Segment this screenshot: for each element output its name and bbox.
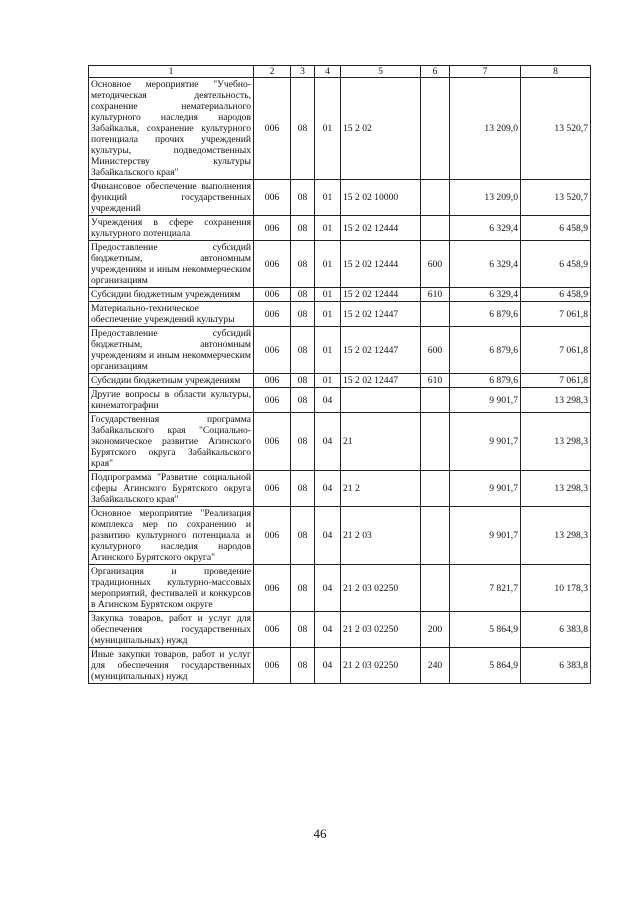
subsection-cell: 04	[315, 648, 341, 684]
item-name-cell: Предоставление субсидий бюджетным, автономным учреждениям и иным некоммерческим организациям	[89, 241, 254, 288]
subsection-cell: 01	[315, 78, 341, 180]
section-cell: 08	[291, 388, 315, 413]
amount-year1-cell: 6 329,4	[450, 241, 521, 288]
subsection-cell: 04	[315, 507, 341, 565]
section-cell: 08	[291, 216, 315, 241]
item-name-cell: Основное мероприятие "Реализация комплекса мер по сохранению и развитию культурного потенциала и культурного наследия народов Агинского Бурятского округа"	[89, 507, 254, 565]
expense-type-cell	[421, 565, 450, 612]
amount-year1-cell: 5 864,9	[450, 612, 521, 648]
target-article-cell: 15 2 02 12447	[341, 302, 421, 327]
subsection-cell: 04	[315, 413, 341, 471]
table-row	[89, 471, 591, 507]
target-article-cell: 21 2 03 02250	[341, 565, 421, 612]
target-article-cell	[341, 388, 421, 413]
expense-type-cell: 200	[421, 612, 450, 648]
amount-year1-cell: 13 209,0	[450, 78, 521, 180]
item-name-cell: Подпрограмма "Развитие социальной сферы Агинского Бурятского округа Забайкальского края"	[89, 471, 254, 507]
admin-code-cell: 006	[254, 302, 291, 327]
subsection-cell: 01	[315, 374, 341, 388]
item-name-cell: Государственная программа Забайкальского края "Социально-экономическое развитие Агинского Бурятского округа Забайкальского края"	[89, 413, 254, 471]
admin-code-cell: 006	[254, 216, 291, 241]
expense-type-cell	[421, 507, 450, 565]
amount-year1-cell: 7 821,7	[450, 565, 521, 612]
table-row	[89, 565, 591, 612]
amount-year2-cell: 13 298,3	[521, 471, 591, 507]
table-row	[89, 612, 591, 648]
amount-year2-cell: 7 061,8	[521, 374, 591, 388]
section-cell: 08	[291, 288, 315, 302]
column-header: 4	[315, 66, 341, 78]
admin-code-cell: 006	[254, 288, 291, 302]
expense-type-cell: 600	[421, 327, 450, 374]
section-cell: 08	[291, 471, 315, 507]
expense-type-cell	[421, 78, 450, 180]
column-header: 2	[254, 66, 291, 78]
amount-year2-cell: 13 520,7	[521, 78, 591, 180]
table-row	[89, 507, 591, 565]
subsection-cell: 01	[315, 288, 341, 302]
section-cell: 08	[291, 374, 315, 388]
item-name-cell: Субсидии бюджетным учреждениям	[89, 288, 254, 302]
target-article-cell: 21 2	[341, 471, 421, 507]
amount-year2-cell: 6 458,9	[521, 288, 591, 302]
admin-code-cell: 006	[254, 507, 291, 565]
section-cell: 08	[291, 78, 315, 180]
item-name-cell: Основное мероприятие "Учебно-методическая деятельность, сохранение нематериального культурного наследия народов Забайкалья, сохранение культурного потенциала прочих учреждений культуры, подведомственных Министерству культуры Забайкальского края"	[89, 78, 254, 180]
table-row	[89, 216, 591, 241]
item-name-cell: Организация и проведение традиционных культурно-массовых мероприятий, фестивалей и конкурсов в Агинском Бурятском округе	[89, 565, 254, 612]
column-header: 1	[89, 66, 254, 78]
target-article-cell: 15 2 02 12447	[341, 327, 421, 374]
amount-year2-cell: 6 383,8	[521, 648, 591, 684]
expense-type-cell	[421, 216, 450, 241]
amount-year1-cell: 9 901,7	[450, 471, 521, 507]
subsection-cell: 01	[315, 216, 341, 241]
section-cell: 08	[291, 507, 315, 565]
admin-code-cell: 006	[254, 388, 291, 413]
budget-table	[88, 65, 591, 684]
table-row	[89, 78, 591, 180]
admin-code-cell: 006	[254, 78, 291, 180]
admin-code-cell: 006	[254, 612, 291, 648]
subsection-cell: 01	[315, 241, 341, 288]
section-cell: 08	[291, 327, 315, 374]
amount-year2-cell: 10 178,3	[521, 565, 591, 612]
amount-year1-cell: 6 329,4	[450, 216, 521, 241]
item-name-cell: Закупка товаров, работ и услуг для обеспечения государственных (муниципальных) нужд	[89, 612, 254, 648]
target-article-cell: 21 2 03	[341, 507, 421, 565]
expense-type-cell: 610	[421, 374, 450, 388]
target-article-cell: 15 2 02 12444	[341, 241, 421, 288]
subsection-cell: 01	[315, 180, 341, 216]
expense-type-cell: 240	[421, 648, 450, 684]
amount-year2-cell: 6 383,8	[521, 612, 591, 648]
target-article-cell: 15 2 02	[341, 78, 421, 180]
item-name-cell: Финансовое обеспечение выполнения функций государственных учреждений	[89, 180, 254, 216]
subsection-cell: 04	[315, 471, 341, 507]
table-row	[89, 388, 591, 413]
subsection-cell: 04	[315, 565, 341, 612]
target-article-cell: 15 2 02 12444	[341, 288, 421, 302]
item-name-cell: Другие вопросы в области культуры, кинематографии	[89, 388, 254, 413]
amount-year2-cell: 7 061,8	[521, 327, 591, 374]
item-name-cell: Предоставление субсидий бюджетным, автономным учреждениям и иным некоммерческим организациям	[89, 327, 254, 374]
amount-year1-cell: 6 329,4	[450, 288, 521, 302]
amount-year2-cell: 13 298,3	[521, 413, 591, 471]
item-name-cell: Учреждения в сфере сохранения культурного потенциала	[89, 216, 254, 241]
amount-year2-cell: 6 458,9	[521, 241, 591, 288]
subsection-cell: 01	[315, 327, 341, 374]
target-article-cell: 21	[341, 413, 421, 471]
expense-type-cell: 610	[421, 288, 450, 302]
table-row	[89, 327, 591, 374]
expense-type-cell	[421, 302, 450, 327]
amount-year1-cell: 9 901,7	[450, 413, 521, 471]
amount-year1-cell: 6 879,6	[450, 302, 521, 327]
expense-type-cell	[421, 388, 450, 413]
subsection-cell: 04	[315, 388, 341, 413]
target-article-cell: 15 2 02 10000	[341, 180, 421, 216]
item-name-cell: Субсидии бюджетным учреждениям	[89, 374, 254, 388]
expense-type-cell	[421, 180, 450, 216]
admin-code-cell: 006	[254, 565, 291, 612]
target-article-cell: 21 2 03 02250	[341, 648, 421, 684]
section-cell: 08	[291, 612, 315, 648]
amount-year2-cell: 13 298,3	[521, 507, 591, 565]
admin-code-cell: 006	[254, 471, 291, 507]
admin-code-cell: 006	[254, 327, 291, 374]
section-cell: 08	[291, 241, 315, 288]
table-row	[89, 302, 591, 327]
amount-year1-cell: 9 901,7	[450, 388, 521, 413]
target-article-cell: 21 2 03 02250	[341, 612, 421, 648]
amount-year1-cell: 6 879,6	[450, 327, 521, 374]
section-cell: 08	[291, 413, 315, 471]
table-row	[89, 413, 591, 471]
section-cell: 08	[291, 180, 315, 216]
admin-code-cell: 006	[254, 180, 291, 216]
section-cell: 08	[291, 302, 315, 327]
amount-year1-cell: 5 864,9	[450, 648, 521, 684]
item-name-cell: Материально-техническое обеспечение учреждений культуры	[89, 302, 254, 327]
page-number: 46	[313, 826, 327, 841]
table-row	[89, 374, 591, 388]
column-header: 6	[421, 66, 450, 78]
admin-code-cell: 006	[254, 648, 291, 684]
amount-year2-cell: 6 458,9	[521, 216, 591, 241]
table-row	[89, 180, 591, 216]
section-cell: 08	[291, 565, 315, 612]
column-header: 5	[341, 66, 421, 78]
column-header: 3	[291, 66, 315, 78]
column-header: 7	[450, 66, 521, 78]
amount-year2-cell: 13 520,7	[521, 180, 591, 216]
expense-type-cell: 600	[421, 241, 450, 288]
amount-year1-cell: 9 901,7	[450, 507, 521, 565]
target-article-cell: 15 2 02 12447	[341, 374, 421, 388]
table-row	[89, 288, 591, 302]
header-row	[89, 66, 591, 78]
target-article-cell: 15 2 02 12444	[341, 216, 421, 241]
admin-code-cell: 006	[254, 241, 291, 288]
item-name-cell: Иные закупки товаров, работ и услуг для обеспечения государственных (муниципальных) нужд	[89, 648, 254, 684]
amount-year1-cell: 13 209,0	[450, 180, 521, 216]
admin-code-cell: 006	[254, 413, 291, 471]
expense-type-cell	[421, 413, 450, 471]
amount-year2-cell: 13 298,3	[521, 388, 591, 413]
subsection-cell: 04	[315, 612, 341, 648]
section-cell: 08	[291, 648, 315, 684]
amount-year2-cell: 7 061,8	[521, 302, 591, 327]
table-row	[89, 241, 591, 288]
expense-type-cell	[421, 471, 450, 507]
subsection-cell: 01	[315, 302, 341, 327]
table-row	[89, 648, 591, 684]
column-header: 8	[521, 66, 591, 78]
amount-year1-cell: 6 879,6	[450, 374, 521, 388]
admin-code-cell: 006	[254, 374, 291, 388]
